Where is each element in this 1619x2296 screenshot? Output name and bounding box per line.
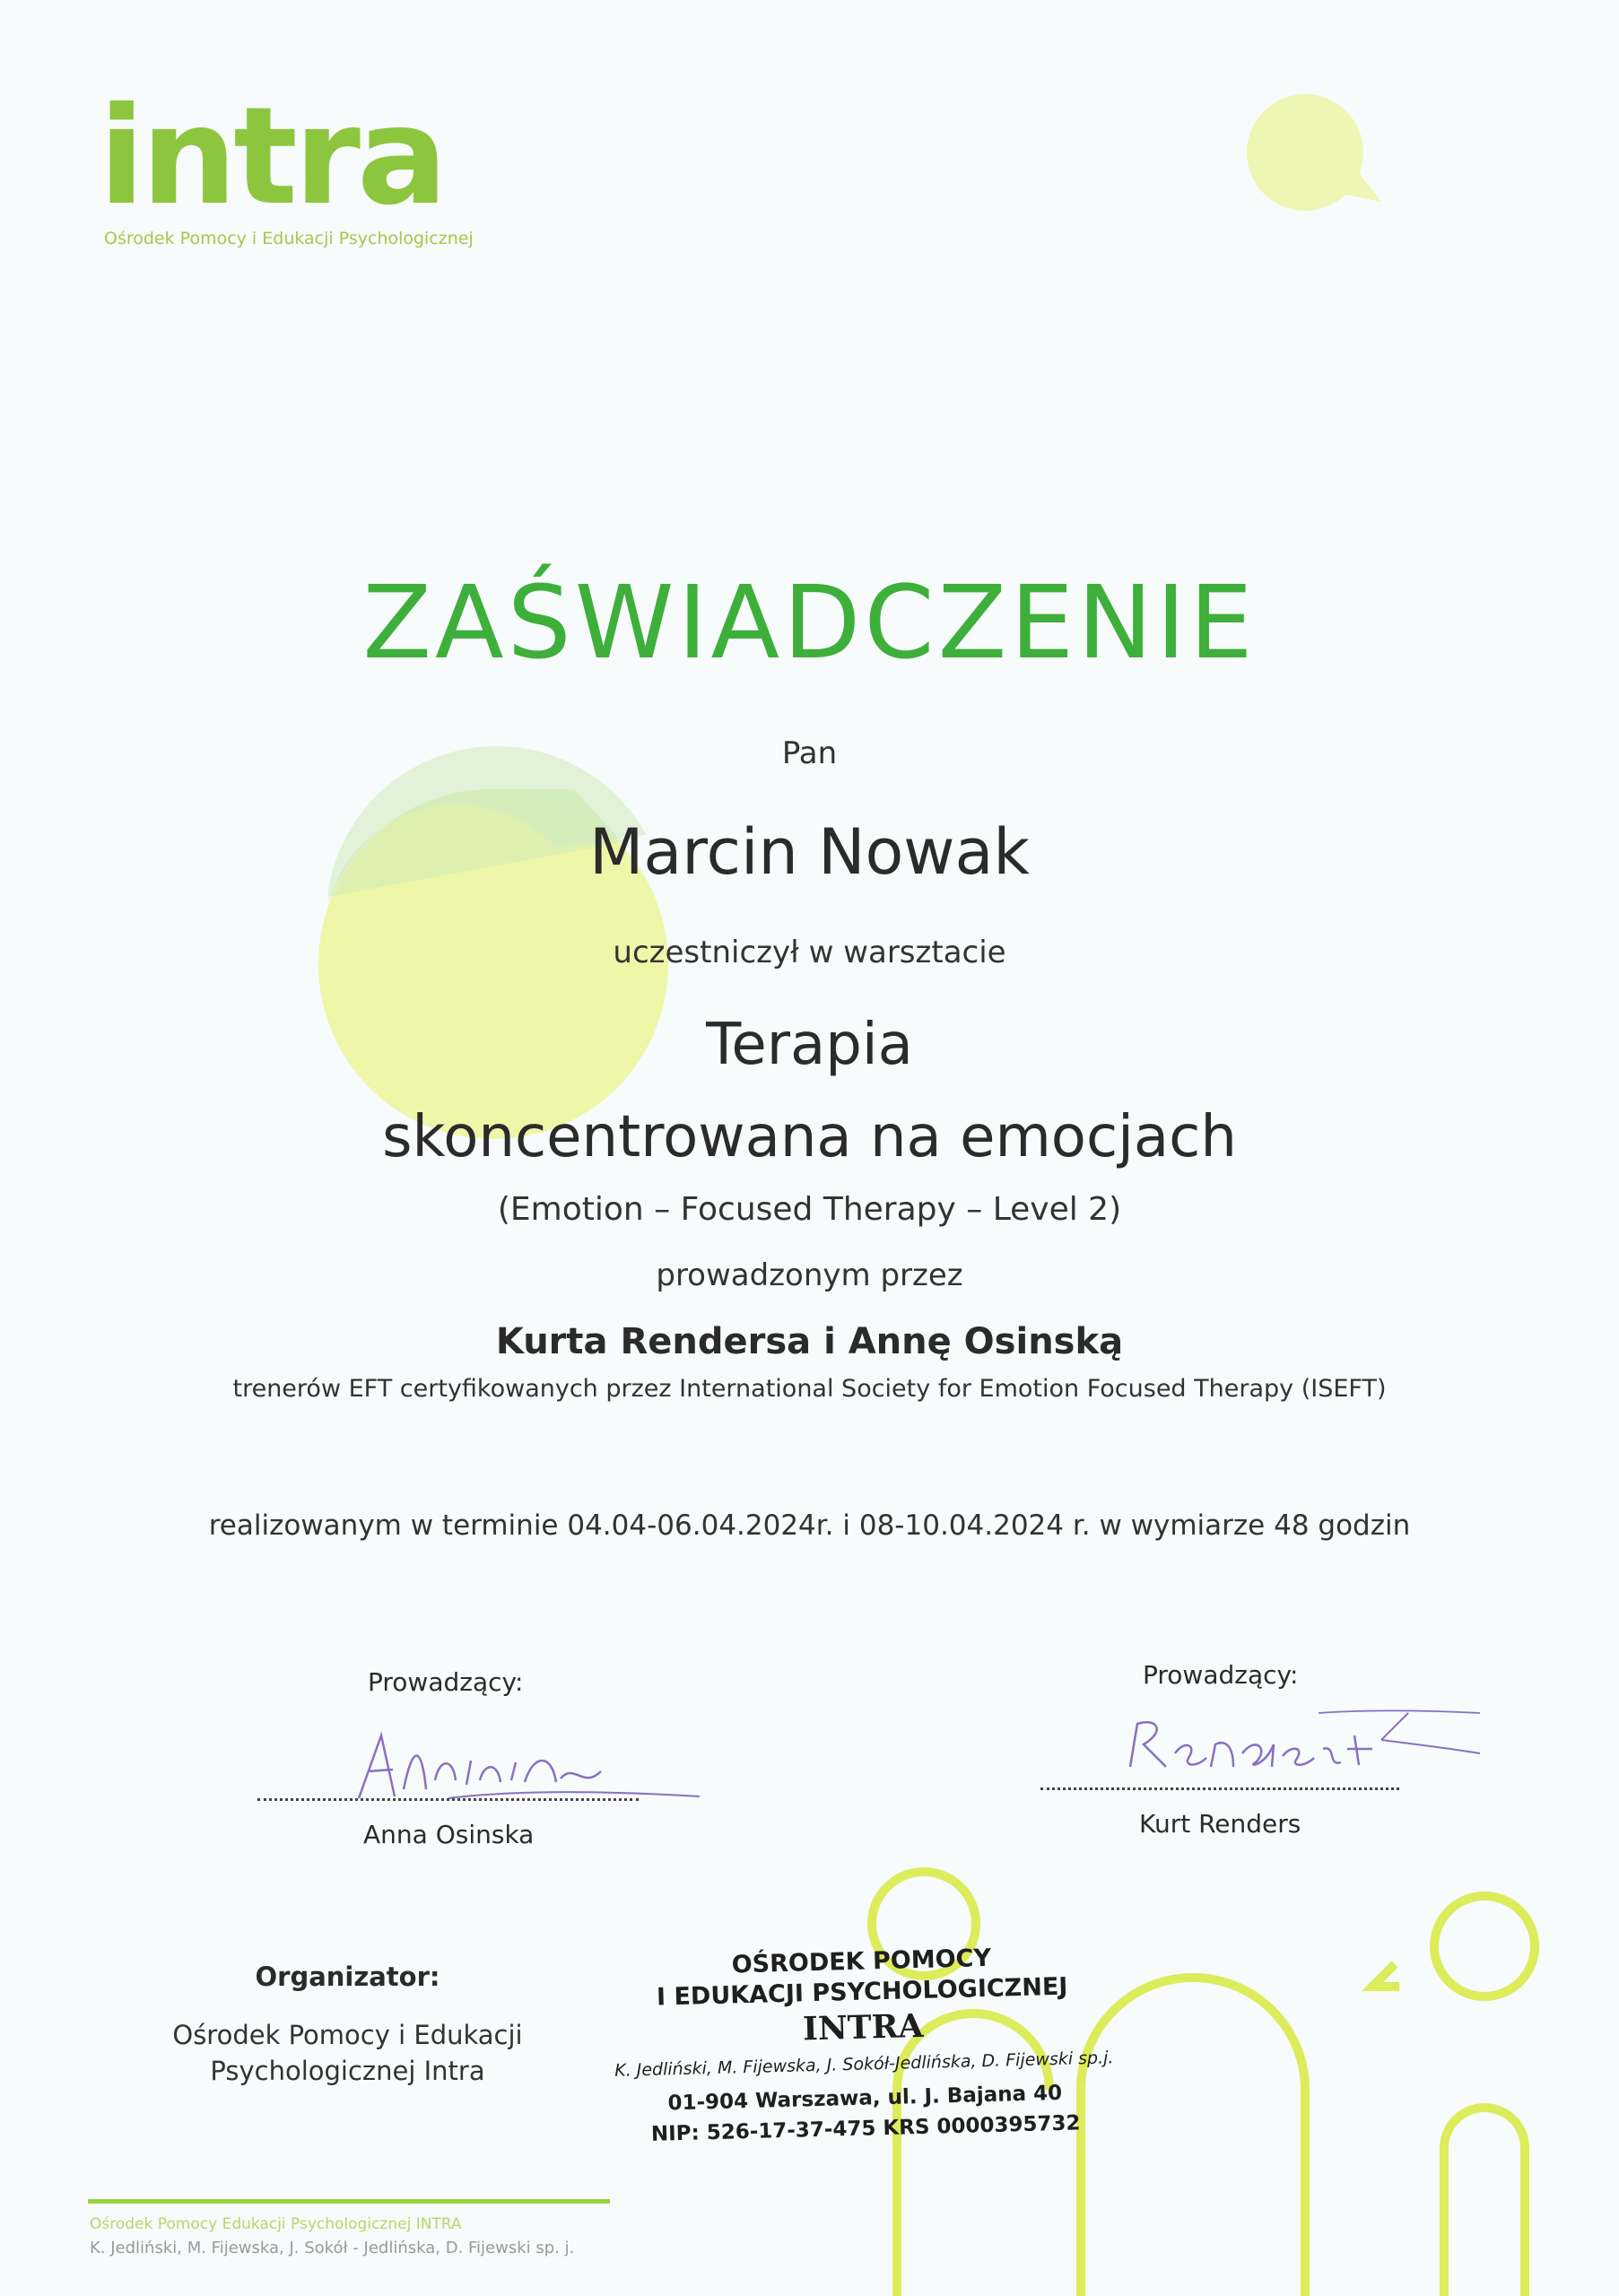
stamp-line1: OŚRODEK POMOCY <box>731 1944 992 1979</box>
course-title-line2: skoncentrowana na emocjach <box>382 1104 1237 1170</box>
speech-bubble-small-icon <box>1247 94 1381 211</box>
right-signature-line <box>1040 1787 1399 1790</box>
stamp-line3: INTRA <box>802 2006 924 2048</box>
course-title-line1: Terapia <box>706 1012 913 1078</box>
stamp-line4: K. Jedliński, M. Fijewska, J. Sokół-Jedlińska, D. Fijewski sp.j. <box>614 2048 1114 2081</box>
logo-wordmark: intra <box>99 79 445 235</box>
logo-tagline: Ośrodek Pomocy i Edukacji Psychologicznej <box>104 229 474 248</box>
recipient-name: Marcin Nowak <box>589 815 1030 889</box>
right-signatory-name: Kurt Renders <box>1139 1809 1301 1839</box>
organizer-name-line2: Psychologicznej Intra <box>210 2056 485 2086</box>
course-subtitle: (Emotion – Focused Therapy – Level 2) <box>497 1191 1122 1228</box>
footer-line2: K. Jedliński, M. Fijewska, J. Sokół - Jedlińska, D. Fijewski sp. j. <box>90 2239 575 2257</box>
organizer-name-line1: Ośrodek Pomocy i Edukacji <box>172 2020 523 2050</box>
led-by-text: prowadzonym przez <box>656 1257 963 1293</box>
organizer-label: Organizator: <box>255 1961 440 1992</box>
footer-divider <box>88 2199 610 2204</box>
left-handwritten-signature <box>341 1726 718 1807</box>
right-signature-label: Prowadzący: <box>1143 1660 1299 1690</box>
left-signature-label: Prowadzący: <box>368 1667 524 1697</box>
footer-line1: Ośrodek Pomocy Edukacji Psychologicznej INTRA <box>90 2215 462 2233</box>
stamp-line6: NIP: 526-17-37-475 KRS 0000395732 <box>650 2111 1081 2146</box>
left-signature-line <box>257 1798 639 1801</box>
right-handwritten-signature <box>1112 1704 1489 1794</box>
trainers-certification-note: trenerów EFT certyfikowanych przez International Society for Emotion Focused Therapy (ISEFT) <box>232 1375 1387 1403</box>
trainers-names: Kurta Rendersa i Annę Osinską <box>495 1321 1124 1362</box>
left-signatory-name: Anna Osinska <box>363 1820 535 1849</box>
salutation: Pan <box>781 735 838 771</box>
participation-text: uczestniczył w warsztacie <box>613 935 1006 970</box>
intra-logo <box>99 81 493 260</box>
stamp-line5: 01-904 Warszawa, ul. J. Bajana 40 <box>667 2081 1063 2116</box>
stamp-line2: I EDUKACJI PSYCHOLOGICZNEJ <box>656 1972 1068 2012</box>
course-dates: realizowanym w terminie 04.04-06.04.2024r. i 08-10.04.2024 r. w wymiarze 48 godzin <box>208 1509 1411 1542</box>
company-stamp <box>610 1940 1118 2151</box>
certificate-title: ZAŚWIADCZENIE <box>362 565 1257 682</box>
